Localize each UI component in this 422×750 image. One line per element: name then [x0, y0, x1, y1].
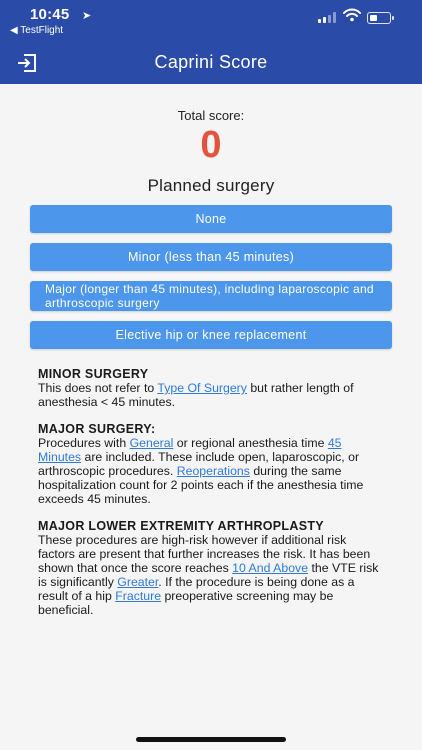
info-text: during the same hospitalization count for 2 points each if the anesthesia time exceeds 45 minutes. [38, 464, 364, 506]
nav-bar [0, 40, 422, 84]
back-to-app-link[interactable]: ◀ TestFlight [10, 25, 64, 36]
info-text: . If the procedure is being done as a result of a hip [38, 575, 355, 603]
battery-icon [367, 12, 391, 24]
link-45-minutes[interactable]: 45 Minutes [38, 436, 342, 464]
surgery-options [0, 205, 422, 349]
main-content [0, 84, 422, 750]
info-heading: MINOR SURGERY [38, 367, 149, 381]
status-time: 10:45 [30, 6, 70, 23]
app-header [0, 0, 422, 84]
info-arthroplasty [38, 519, 384, 617]
home-indicator[interactable] [136, 737, 286, 742]
info-minor-surgery [38, 367, 384, 409]
link-fracture[interactable]: Fracture [115, 589, 162, 603]
info-heading: MAJOR LOWER EXTREMITY ARTHROPLASTY [38, 519, 324, 533]
link-type-of-surgery[interactable]: Type Of Surgery [157, 381, 247, 395]
page-title: Caprini Score [154, 52, 268, 72]
info-text: preoperative screening may be beneficial. [38, 589, 334, 617]
info-heading: MAJOR SURGERY: [38, 422, 156, 436]
section-title: Planned surgery [147, 176, 275, 195]
total-score-label: Total score: [177, 108, 245, 123]
option-elective-replacement-button[interactable]: Elective hip or knee replacement [30, 321, 392, 349]
option-none-button[interactable]: None [30, 205, 392, 233]
info-text: This does not refer to [38, 381, 158, 395]
link-10-and-above[interactable]: 10 And Above [232, 561, 309, 575]
info-section [0, 359, 422, 617]
total-score-value: 0 [200, 124, 222, 166]
status-bar [0, 0, 422, 40]
option-minor-button[interactable]: Minor (less than 45 minutes) [30, 243, 392, 271]
info-text: Procedures with [38, 436, 130, 450]
link-general[interactable]: General [129, 436, 174, 450]
option-major-button[interactable]: Major (longer than 45 minutes), including laparoscopic and arthroscopic surgery [30, 281, 392, 311]
info-major-surgery [38, 422, 384, 506]
cellular-signal-icon [318, 12, 336, 23]
info-text: but rather length of anesthesia < 45 minutes. [38, 381, 354, 409]
info-text: the VTE risk is significantly [38, 561, 379, 589]
info-text: or regional anesthesia time [173, 436, 328, 450]
info-text: are included. These include open, laparoscopic, or arthroscopic procedures. [38, 450, 360, 478]
link-reoperations[interactable]: Reoperations [176, 464, 250, 478]
link-greater[interactable]: Greater [117, 575, 159, 589]
location-arrow-icon: ➤ [82, 10, 92, 22]
wifi-icon [343, 8, 361, 22]
info-text: These procedures are high-risk however if additional risk factors are present that further increases the risk. It has been shown that once the score reaches [38, 533, 371, 575]
